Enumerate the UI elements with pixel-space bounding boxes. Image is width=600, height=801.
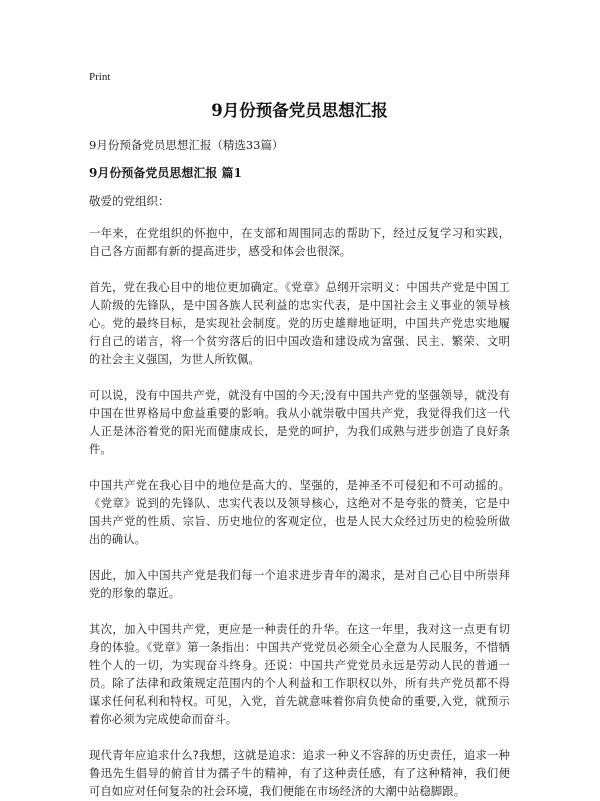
paragraph-4: 中国共产党在我心目中的地位是高大的、坚强的，是神圣不可侵犯和不可动摇的。《党章》说到的先锋队、忠实代表以及领导核心，这绝对不是夸张的赞美，它是中国共产党的性质、宗旨、历史地位的客观定位，也是人民大众经过历史的检验所做出的确认。 [89,479,510,546]
paragraph-1: 一年来，在党组织的怀抱中，在支部和周围同志的帮助下，经过反复学习和实践，自己各方面都有新的提高进步，感受和体会也很深。 [89,227,510,258]
paragraph-7: 现代青年应追求什么?我想，这就是追求：追求一种义不容辞的历史责任，追求一种鲁迅先生倡导的俯首甘为孺子牛的精神，有了这种责任感，有了这种精神，我们便可自如应对任何复杂的社会环境，我们便能在市场经济的大潮中站稳脚跟。 [89,749,510,798]
paragraph-5: 因此，加入中国共产党是我们每一个追求进步青年的渴求，是对自己心目中所崇拜党的形象的靠近。 [89,569,510,600]
paragraph-6: 其次，加入中国共产党，更应是一种责任的升华。在这一年里，我对这一点更有切身的体验。《党章》第一条指出：中国共产党党员必须全心全意为人民服务，不惜牺牲个人的一切，为实现奋斗终身。还说：中国共产党党员永远是劳动人民的普通一员。除了法律和政策规定范围内的个人利益和工作职权以外，所有共产党员都不得谋求任何私利和特权。可见，入党，首先就意味着你肩负使命的重要,入党，就预示着你必须为完成使命而奋斗。 [89,623,510,726]
salutation: 敬爱的党组织： [89,194,170,208]
paragraph-3: 可以说，没有中国共产党，就没有中国的今天;没有中国共产党的坚强领导，就没有中国在世界格局中愈益重要的影响。我从小就崇敬中国共产党，我觉得我们这一代人正是沐浴着党的阳光而健康成长，是党的呵护，为我们成熟与进步创造了良好条件。 [89,389,510,456]
document-subtitle: 9月份预备党员思想汇报（精选33篇） [89,138,284,152]
paragraph-2: 首先，党在我心目中的地位更加确定。《党章》总纲开宗明义：中国共产党是中国工人阶级的先锋队，是中国各族人民利益的忠实代表，是中国社会主义事业的领导核心。党的最终目标，是实现社会制度。党的历史雄辩地证明，中国共产党忠实地履行自己的诺言，将一个贫穷落后的旧中国改造和建设成为富强、民主、繁荣、文明的社会主义强国，为世人所钦佩。 [89,281,510,366]
print-label: Print [89,71,111,83]
document-title: 9月份预备党员思想汇报 [211,101,388,120]
section-heading: 9月份预备党员思想汇报 篇1 [89,166,242,180]
